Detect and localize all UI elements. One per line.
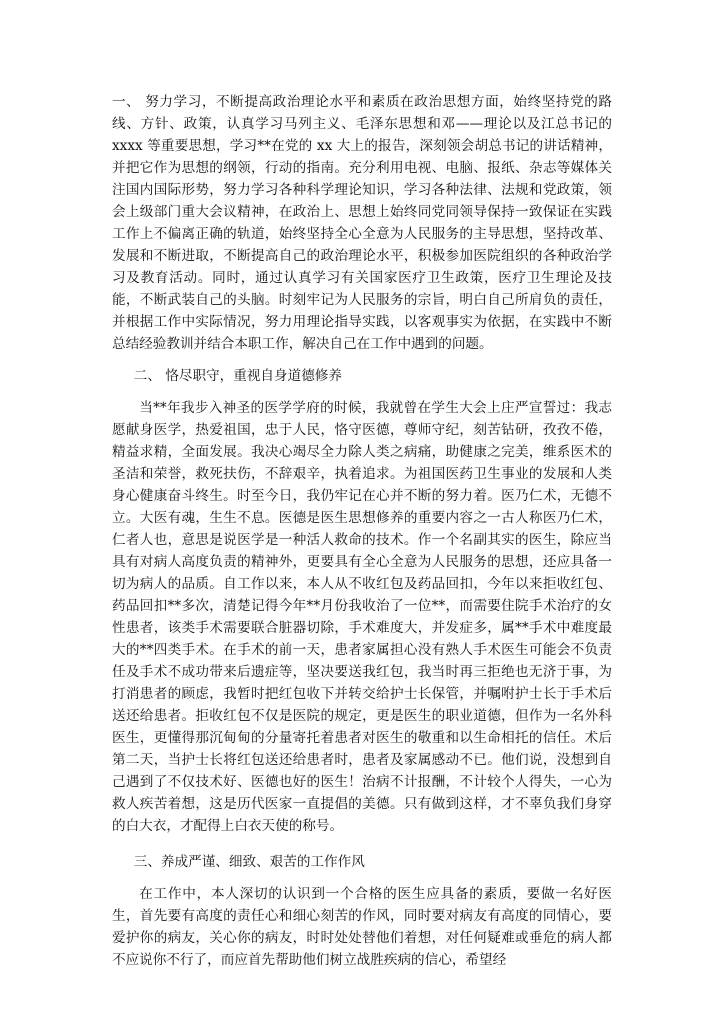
section-3-heading: 三、养成严谨、细致、艰苦的工作作风 bbox=[133, 854, 365, 870]
section-3-paragraph: 在工作中，本人深切的认识到一个合格的医生应具备的素质，要做一名好医生，首先要有高度的责任心和细心刻苦的作风，同时要对病友有高度的同情心，要爱护你的病友，关心你的病友，时时处处替他们着想，对任何疑难或垂危的病人都不应说你不行了，而应首先帮助他们树立战胜疾病的信心，希望经 bbox=[112, 886, 612, 968]
section-2-paragraph: 当**年我步入神圣的医学学府的时候，我就曾在学生大会上庄严宣誓过：我志愿献身医学，热爱祖国，忠于人民，恪守医德，尊师守纪，刻苦钻研，孜孜不倦，精益求精，全面发展。我决心竭尽全力除人类之病痛，助健康之完美，维系医术的圣洁和荣誉，救死扶伤，不辞艰辛，执着追求。为祖国医药卫生事业的发展和人类身心健康奋斗终生。时至今日，我仍牢记在心并不断的努力着。医乃仁术，无德不立。大医有魂，生生不息。医德是医生思想修养的重要内容之一古人称医乃仁术，仁者人也，意思是说医学是一种活人救命的技术。作一个名副其实的医生，除应当具有对病人高度负责的精神外，更要具有全心全意为人民服务的思想，还应具备一切为病人的品质。自工作以来，本人从不收红包及药品回扣，今年以来拒收红包、药品回扣**多次，清楚记得今年**月份我收治了一位**，而需要住院手术治疗的女性患者，该类手术需要联合脏器切除，手术难度大，并发症多，属**手术中难度最大的**四类手术。在手术的前一天，患者家属担心没有熟人手术医生可能会不负责任及手术不成功带来后遗症等，坚决要送我红包，我当时再三拒绝也无济于事，为打消患者的顾虑，我暂时把红包收下并转交给护士长保管，并嘱咐护士长于手术后送还给患者。拒收红包不仅是医院的规定，更是医生的职业道德，但作为一名外科医生，更懂得那沉甸甸的分量寄托着患者对医生的敬重和以生命相托的信任。术后第二天，当护士长将红包送还给患者时，患者及家属感动不已。他们说，没想到自己遇到了不仅技术好、医德也好的医生！治病不计报酬，不计较个人得失，一心为救人疾苦着想，这是历代医家一直提倡的美德。只有做到这样，才不辜负我们身穿的白大衣，才配得上白衣天使的称号。 bbox=[112, 400, 612, 834]
spacer bbox=[112, 873, 612, 883]
spacer bbox=[112, 837, 612, 851]
section-2-heading: 二、 恪尽职守，重视自身道德修养 bbox=[133, 368, 342, 384]
document-page bbox=[112, 91, 612, 971]
spacer bbox=[112, 387, 612, 397]
section-1-paragraph: 一、 努力学习，不断提高政治理论水平和素质在政治思想方面，始终坚持党的路线、方针、政策，认真学习马列主义、毛泽东思想和邓——理论以及江总书记的 xxxx 等重要思想，学习**在党的 xx 大上的报告，深刻领会胡总书记的讲话精神，并把它作为思想的纲领，行动的指南。充分利用电视、电脑、报纸、杂志等媒体关注国内国际形势，努力学习各种科学理论知识，学习各种法律、法规和党政策，领会上级部门重大会议精神，在政治上、思想上始终同党同领导保持一致保证在实践工作上不偏离正确的轨道，始终坚持全心全意为人民服务的主导思想，坚持改革、发展和不断进取，不断提高自己的政治理论水平，积极参加医院组织的各种政治学习及教育活动。同时，通过认真学习有关国家医疗卫生政策，医疗卫生理论及技能，不断武装自己的头脑。时刻牢记为人民服务的宗旨，明白自己所肩负的责任，并根据工作中实际情况，努力用理论指导实践，以客观事实为依据，在实践中不断总结经验教训并结合本职工作，解决自己在工作中遇到的问题。 bbox=[112, 94, 612, 352]
spacer bbox=[112, 355, 612, 365]
